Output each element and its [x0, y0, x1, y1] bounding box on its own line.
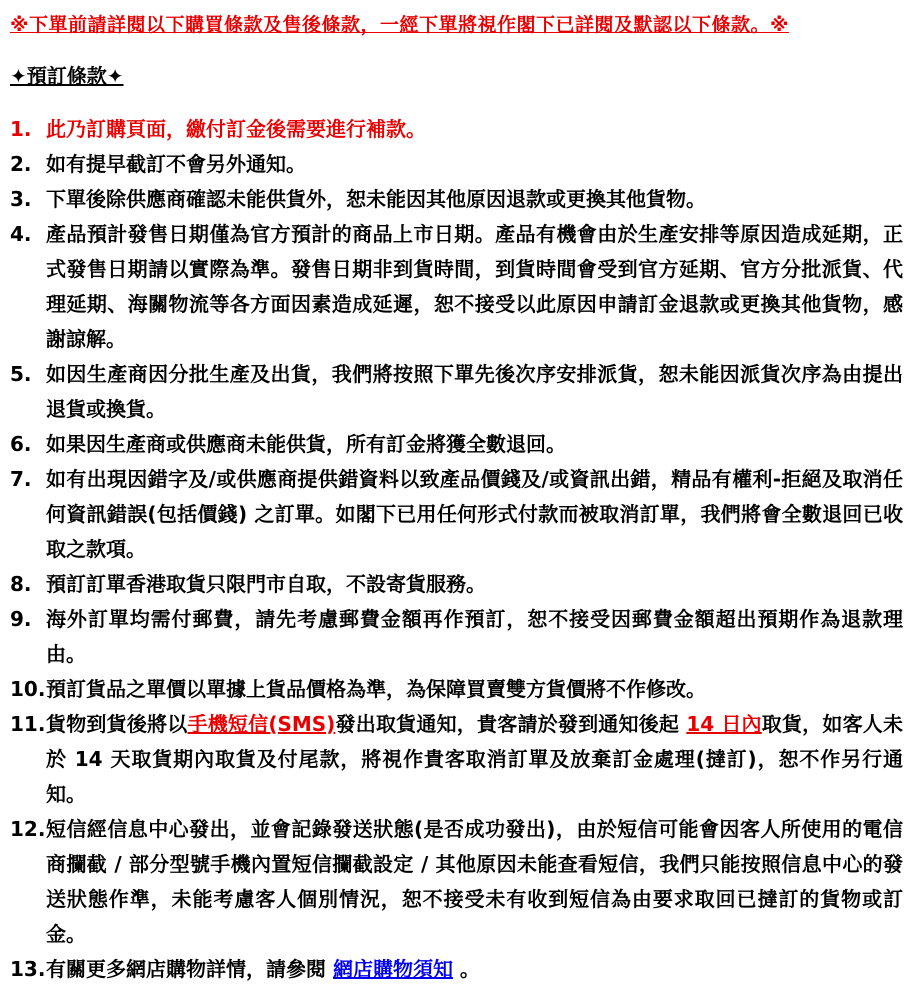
term-number: 12.: [10, 817, 46, 841]
text-segment: 發出取貨通知，貴客請於發到通知後起: [335, 712, 687, 736]
term-number: 10.: [10, 677, 46, 701]
term-item-8: [10, 567, 903, 602]
text-segment: 短信經信息中心發出，並會記錄發送狀態(是否成功發出)，由於短信可能會因客人所使用的電信商攔截 / 部分型號手機內置短信攔截設定 / 其他原因未能查看短信，我們只能按照信息中心的發送狀態作準，未能考慮客人個別情況，恕不接受未有收到短信為由要求取回已撻訂的貨物或訂金。: [46, 817, 903, 946]
term-item-7: [10, 462, 903, 567]
term-item-6: [10, 427, 903, 462]
text-segment: 預訂貨品之單價以單據上貨品價格為準，為保障買賣雙方貨價將不作修改。: [46, 677, 706, 701]
term-item-2: [10, 147, 903, 182]
term-text: [46, 217, 903, 357]
term-item-1: [10, 112, 903, 147]
term-text: [46, 112, 903, 147]
term-text: [46, 427, 903, 462]
term-text: [46, 602, 903, 672]
term-item-12: [10, 812, 903, 952]
term-text: [46, 707, 903, 812]
text-segment: 。: [452, 957, 480, 981]
term-number: 11.: [10, 712, 46, 736]
term-text: [46, 567, 903, 602]
term-number: 2.: [10, 152, 32, 176]
text-segment: 海外訂單均需付郵費，請先考慮郵費金額再作預訂，恕不接受因郵費金額超出預期作為退款理由。: [46, 607, 903, 666]
term-item-4: [10, 217, 903, 357]
text-segment: 貨物到貨後將以: [46, 712, 188, 736]
text-segment: 如因生產商因分批生產及出貨，我們將按照下單先後次序安排派貨，恕未能因派貨次序為由提出退貨或換貨。: [46, 362, 903, 421]
highlighted-text: 手機短信(SMS): [187, 712, 336, 736]
term-text: [46, 462, 903, 567]
highlighted-text: 14 日內: [686, 712, 762, 736]
term-number: 1.: [10, 117, 32, 141]
text-segment: 產品預計發售日期僅為官方預計的商品上市日期。產品有機會由於生產安排等原因造成延期，正式發售日期請以實際為準。發售日期非到貨時間，到貨時間會受到官方延期、官方分批派貨、代理延期、海關物流等各方面因素造成延遲，恕不接受以此原因申請訂金退款或更換其他貨物，感謝諒解。: [46, 222, 903, 351]
term-number: 3.: [10, 187, 32, 211]
term-item-10: [10, 672, 903, 707]
term-number: 8.: [10, 572, 32, 596]
term-number: 9.: [10, 607, 32, 631]
text-segment: 取貨，如客人未於 14 天取貨期內取貨及付尾款，將視作貴客取消訂單及放棄訂金處理(撻訂)，恕不作另行通知。: [46, 712, 904, 806]
term-number: 7.: [10, 467, 32, 491]
term-item-9: [10, 602, 903, 672]
term-item-11: [10, 707, 903, 812]
term-number: 5.: [10, 362, 32, 386]
term-number: 4.: [10, 222, 32, 246]
text-segment: 如有出現因錯字及/或供應商提供錯資料以致產品價錢及/或資訊出錯，精品有權利-拒絕及取消任何資訊錯誤(包括價錢) 之訂單。如閣下已用任何形式付款而被取消訂單，我們將會全數退回已收取之款項。: [46, 467, 903, 561]
text-segment: 下單後除供應商確認未能供貨外，恕未能因其他原因退款或更換其他貨物。: [46, 187, 706, 211]
term-item-3: [10, 182, 903, 217]
text-segment: 此乃訂購頁面，繳付訂金後需要進行補款。: [46, 117, 426, 141]
terms-list: [10, 112, 903, 987]
text-segment: 預訂訂單香港取貨只限門市自取，不設寄貨服務。: [46, 572, 486, 596]
term-text: [46, 812, 903, 952]
text-segment: 如有提早截訂不會另外通知。: [46, 152, 306, 176]
term-text: [46, 182, 903, 217]
term-text: [46, 147, 903, 182]
term-text: [46, 357, 903, 427]
document-title: ※下單前請詳閱以下購買條款及售後條款，一經下單將視作閣下已詳閱及默認以下條款。※: [10, 14, 789, 36]
term-item-5: [10, 357, 903, 427]
shop-notice-link[interactable]: 網店購物須知: [332, 957, 453, 981]
term-item-13: [10, 952, 903, 987]
term-number: 13.: [10, 957, 46, 981]
term-text: [46, 672, 903, 707]
term-number: 6.: [10, 432, 32, 456]
term-text: [46, 952, 903, 987]
text-segment: 有關更多網店購物詳情，請參閱: [46, 957, 333, 981]
section-header-preorder-terms: ✦預訂條款✦: [10, 64, 124, 88]
text-segment: 如果因生產商或供應商未能供貨，所有訂金將獲全數退回。: [46, 432, 566, 456]
